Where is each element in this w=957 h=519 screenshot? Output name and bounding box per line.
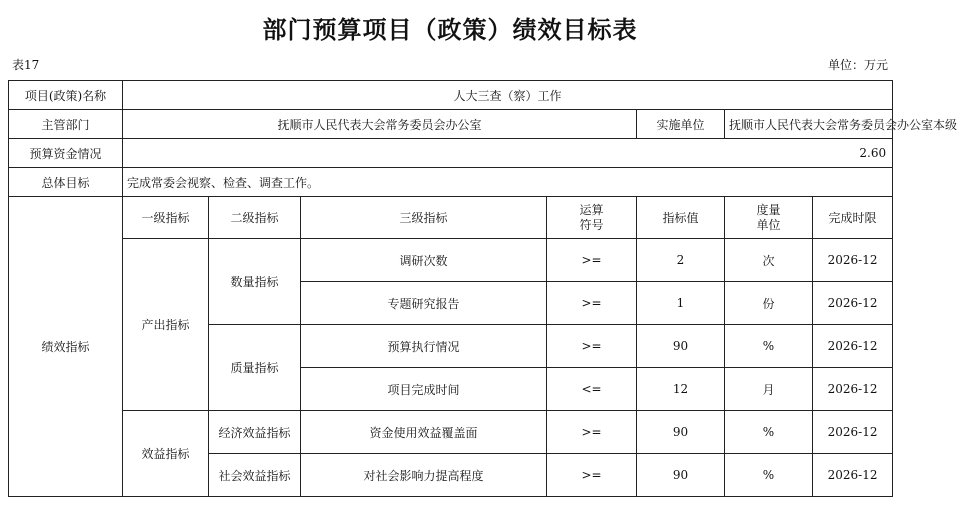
indicator-deadline: 2026-12 <box>813 368 893 411</box>
indicator-name: 资金使用效益覆盖面 <box>301 411 547 454</box>
table-row <box>9 411 893 454</box>
indicator-name: 项目完成时间 <box>301 368 547 411</box>
perf-label: 绩效指标 <box>9 197 123 497</box>
indicator-unit: % <box>725 454 813 497</box>
project-name-label: 项目(政策)名称 <box>9 81 123 110</box>
performance-table <box>8 80 957 497</box>
indicator-deadline: 2026-12 <box>813 325 893 368</box>
indicator-header-row <box>9 197 893 239</box>
indicator-value: 2 <box>637 239 725 282</box>
indicator-value: 90 <box>637 325 725 368</box>
indicator-deadline: 2026-12 <box>813 282 893 325</box>
indicator-name: 对社会影响力提高程度 <box>301 454 547 497</box>
indicator-value: 90 <box>637 454 725 497</box>
indicator-operator: >= <box>547 454 637 497</box>
indicator-value: 1 <box>637 282 725 325</box>
goal-row <box>9 168 893 197</box>
dept-label: 主管部门 <box>9 110 123 139</box>
indicator-value: 90 <box>637 411 725 454</box>
dept-value: 抚顺市人民代表大会常务委员会办公室 <box>123 110 637 139</box>
budget-label: 预算资金情况 <box>9 139 123 168</box>
page-title: 部门预算项目（政策）绩效目标表 <box>262 16 638 44</box>
indicator-value: 12 <box>637 368 725 411</box>
indicator-unit: 份 <box>725 282 813 325</box>
impl-label: 实施单位 <box>637 110 725 139</box>
impl-value: 抚顺市人民代表大会常务委员会办公室本级 <box>725 110 893 139</box>
goal-value: 完成常委会视察、检查、调查工作。 <box>123 168 893 197</box>
indicator-name: 专题研究报告 <box>301 282 547 325</box>
goal-label: 总体目标 <box>9 168 123 197</box>
unit-label: 单位：万元 <box>827 58 888 72</box>
group-economic: 经济效益指标 <box>209 411 301 454</box>
indicator-operator: >= <box>547 325 637 368</box>
indicator-deadline: 2026-12 <box>813 239 893 282</box>
operator-header: 运算 符号 <box>547 197 637 239</box>
department-row <box>9 110 893 139</box>
table-row <box>9 239 893 282</box>
indicator-unit: % <box>725 411 813 454</box>
value-header: 指标值 <box>637 197 725 239</box>
group-quantity: 数量指标 <box>209 239 301 325</box>
indicator-name: 调研次数 <box>301 239 547 282</box>
indicator-operator: >= <box>547 411 637 454</box>
project-name-row <box>9 81 893 110</box>
deadline-header: 完成时限 <box>813 197 893 239</box>
table-number: 表17 <box>12 58 40 72</box>
group-social: 社会效益指标 <box>209 454 301 497</box>
indicator-operator: >= <box>547 282 637 325</box>
indicator-operator: <= <box>547 368 637 411</box>
group-benefit: 效益指标 <box>123 411 209 497</box>
budget-value: 2.60 <box>123 139 893 168</box>
indicator-unit: 月 <box>725 368 813 411</box>
indicator-unit: % <box>725 325 813 368</box>
group-quality: 质量指标 <box>209 325 301 411</box>
indicator-operator: >= <box>547 239 637 282</box>
level2-header: 二级指标 <box>209 197 301 239</box>
group-output: 产出指标 <box>123 239 209 411</box>
indicator-deadline: 2026-12 <box>813 411 893 454</box>
indicator-unit: 次 <box>725 239 813 282</box>
project-name-value: 人大三查（察）工作 <box>123 81 893 110</box>
indicator-name: 预算执行情况 <box>301 325 547 368</box>
unit-header: 度量 单位 <box>725 197 813 239</box>
budget-row <box>9 139 893 168</box>
level3-header: 三级指标 <box>301 197 547 239</box>
level1-header: 一级指标 <box>123 197 209 239</box>
indicator-deadline: 2026-12 <box>813 454 893 497</box>
